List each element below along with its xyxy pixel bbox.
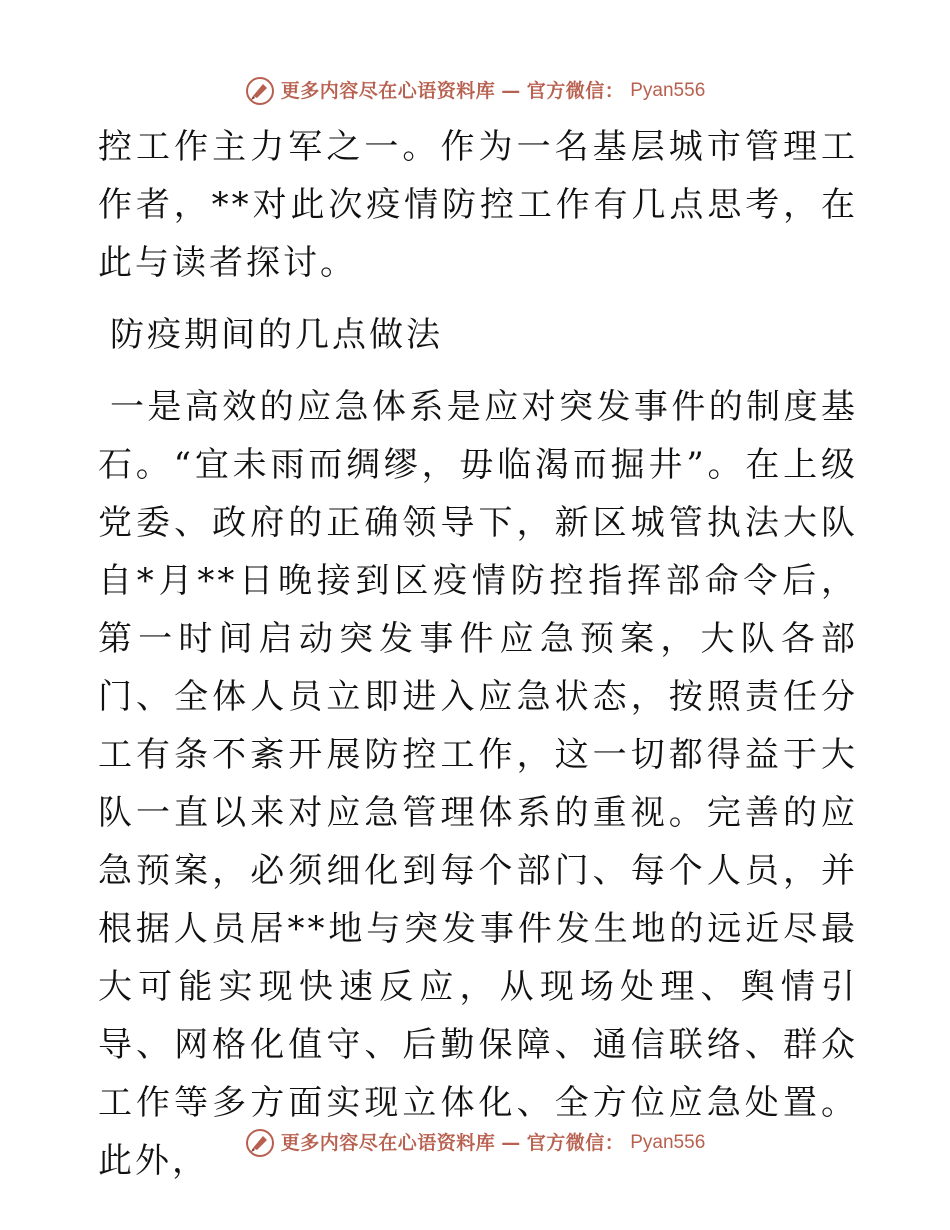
footer-watermark [0, 1128, 950, 1158]
watermark-wechat-id: Pyan556 [630, 1132, 706, 1153]
watermark-dash: — [501, 80, 521, 102]
watermark-text: 更多内容尽在心语资料库 [280, 80, 496, 102]
document-body [98, 118, 858, 1190]
paragraph-emergency-system: 一是高效的应急体系是应对突发事件的制度基石。“宜未雨而绸缪，毋临渴而掘井”。在上级党委、政府的正确领导下，新区城管执法大队自*月**日晚接到区疫情防控指挥部命令后，第一时间启动突发事件应急预案，大队各部门、全体人员立即进入应急状态，按照责任分工有条不紊开展防控工作，这一切都得益于大队一直以来对应急管理体系的重视。完善的应急预案，必须细化到每个部门、每个人员，并根据人员居**地与突发事件发生地的远近尽最大可能实现快速反应，从现场处理、舆情引导、网格化值守、后勤保障、通信联络、群众工作等多方面实现立体化、全方位应急处置。此外， [98, 387, 858, 1181]
watermark-wechat-label: 官方微信： [526, 1132, 625, 1154]
pen-seal-logo-icon [245, 1128, 275, 1158]
section-heading: 防疫期间的几点做法 [110, 315, 443, 355]
watermark-wechat-label: 官方微信： [526, 80, 625, 102]
watermark-text: 更多内容尽在心语资料库 [280, 1132, 496, 1154]
pen-seal-logo-icon [245, 76, 275, 106]
paragraph-intro: 控工作主力军之一。作为一名基层城市管理工作者，**对此次疫情防控工作有几点思考，在此与读者探讨。 [98, 127, 858, 283]
watermark-wechat-id: Pyan556 [630, 80, 706, 101]
header-watermark [0, 76, 950, 106]
watermark-dash: — [501, 1132, 521, 1154]
